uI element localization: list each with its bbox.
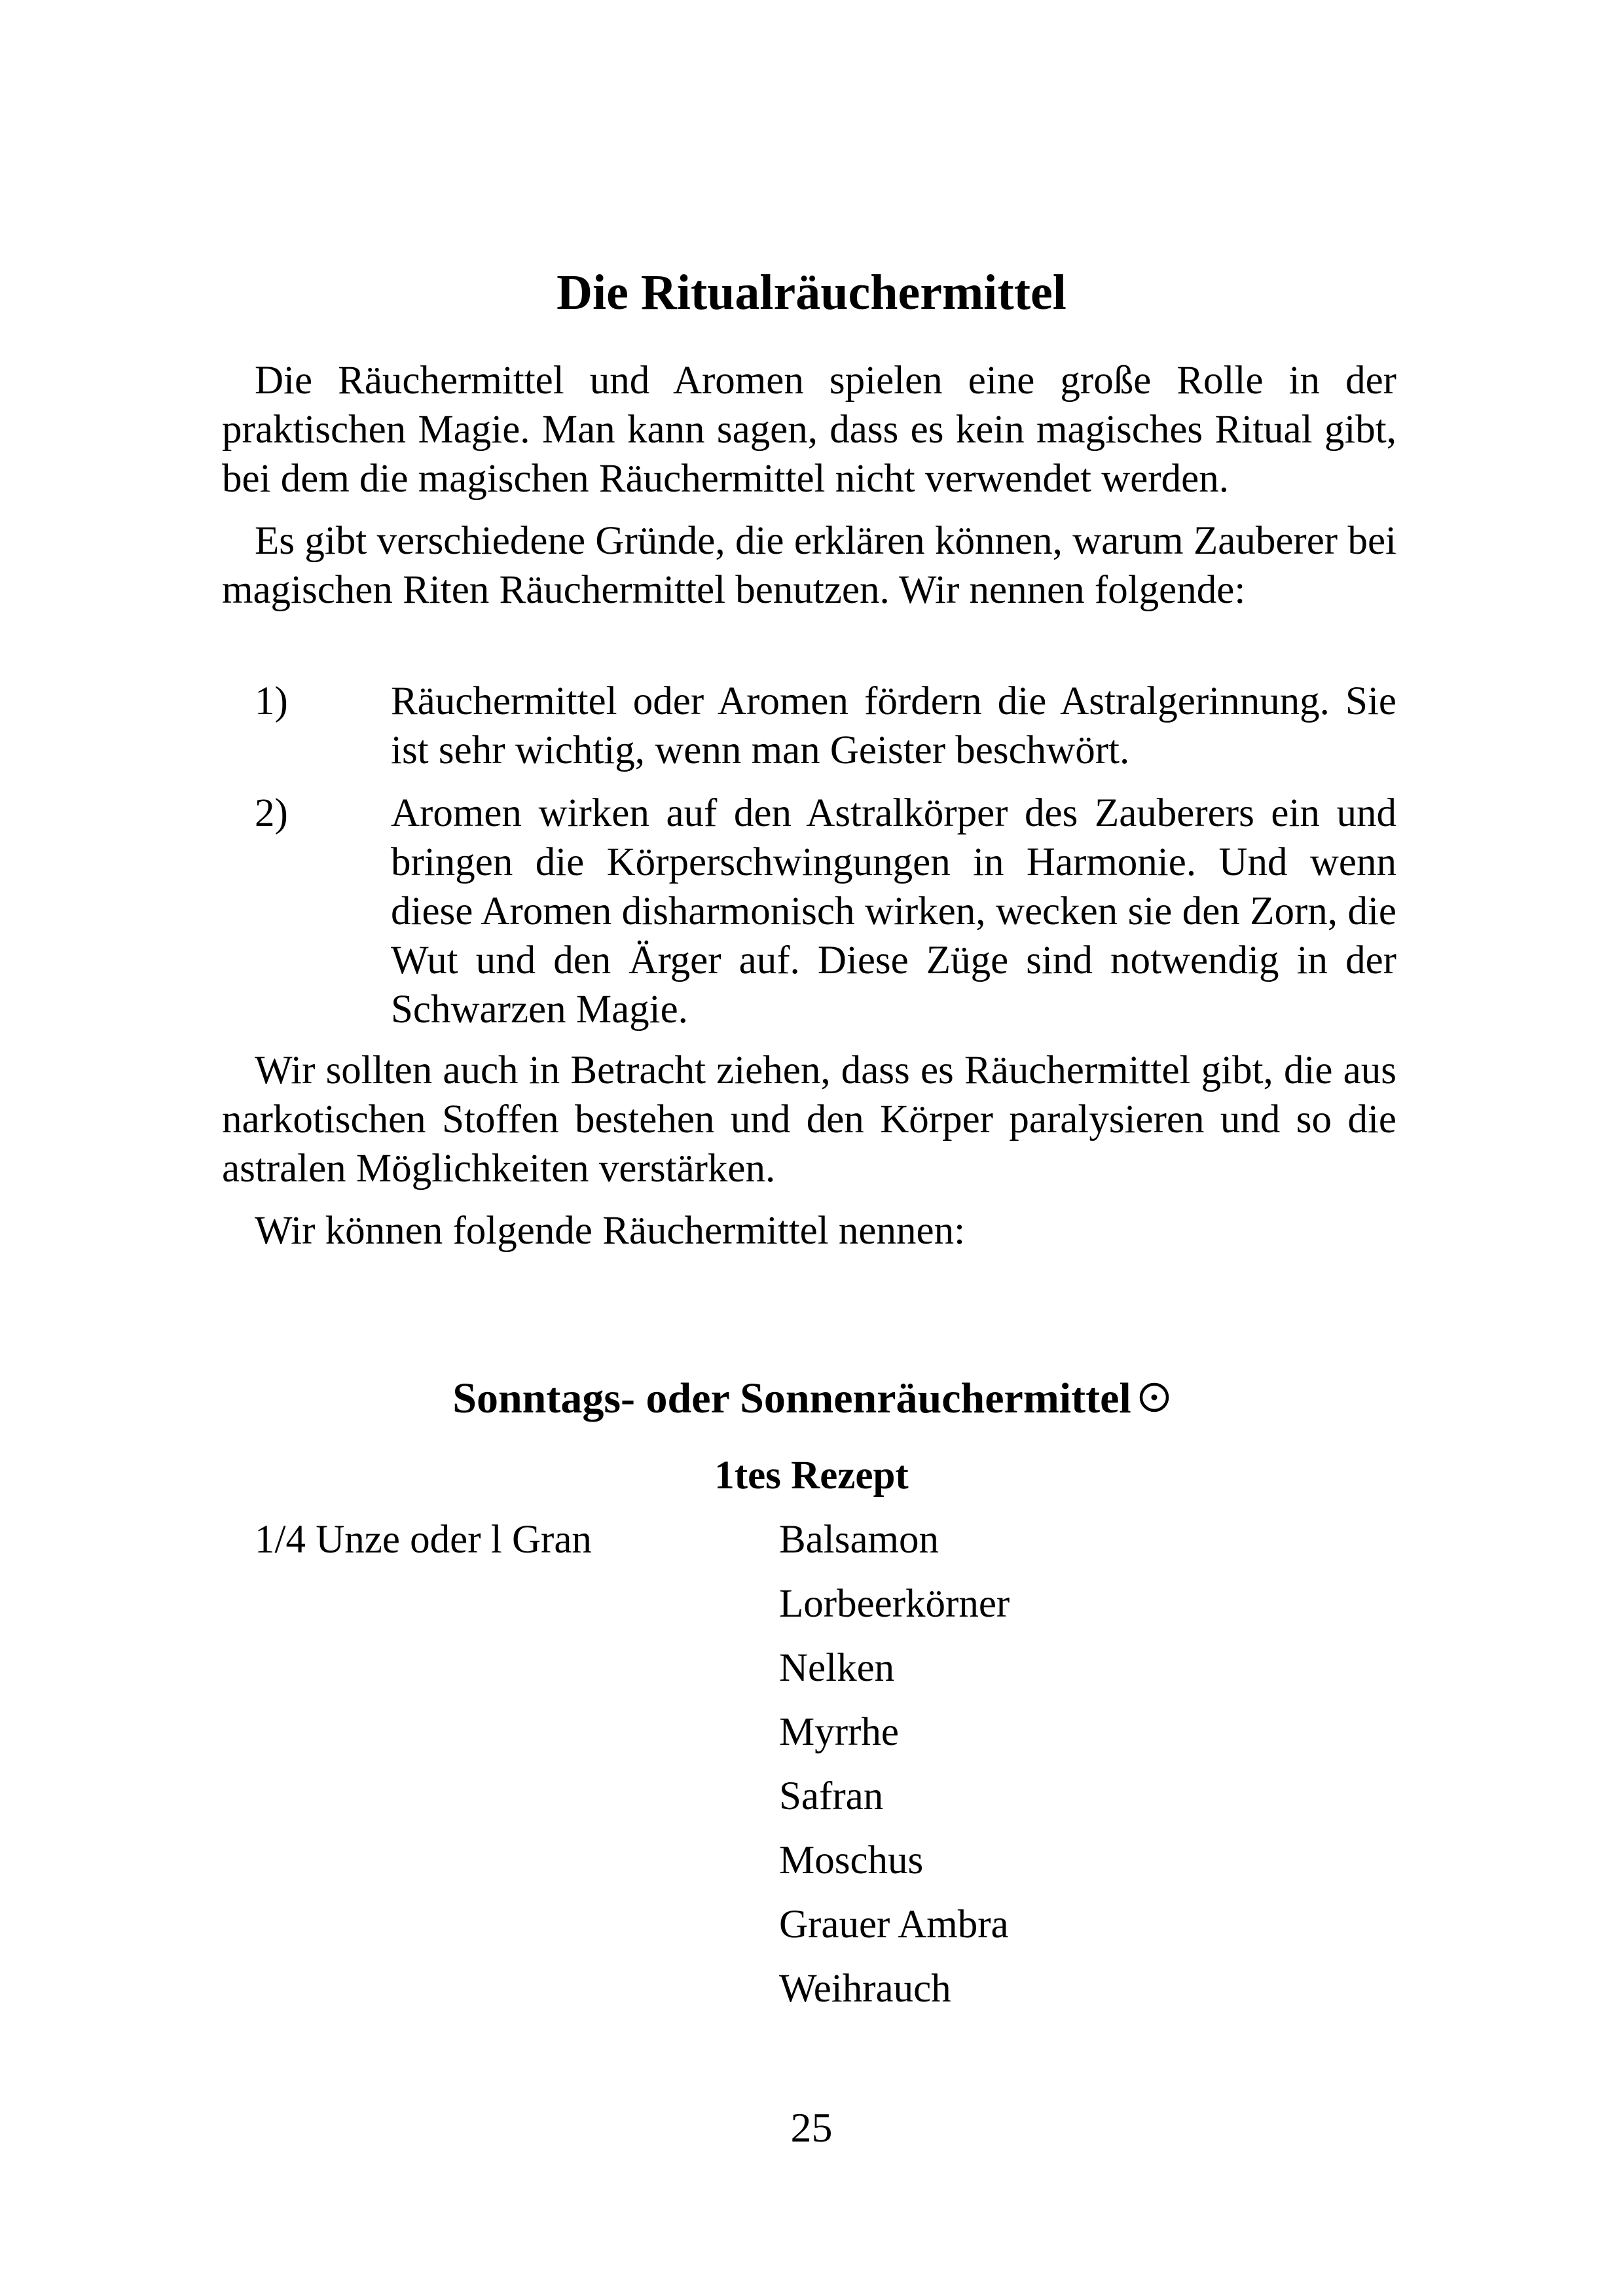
- list-text-1: Räuchermittel oder Aromen fördern die Astralgerinnung. Sie ist sehr wichtig, wenn man Geister beschwört.: [391, 679, 1396, 772]
- sun-symbol-icon: [1138, 1374, 1171, 1426]
- section-title: [0, 1372, 1623, 1426]
- paragraph-1: Die Räuchermittel und Aromen spielen eine große Rolle in der praktischen Magie. Man kann sagen, dass es kein magisches Ritual gibt, bei dem die magischen Räuchermittel nicht verwendet werden.: [222, 359, 1396, 501]
- ingredient-item: Weihrauch: [779, 1967, 951, 2011]
- ingredient-item: Moschus: [779, 1839, 924, 1882]
- paragraph-2: Es gibt verschiedene Gründe, die erklären können, warum Zauberer bei magischen Riten Räuchermittel benutzen. Wir nennen folgende:: [222, 519, 1396, 612]
- ingredient-item: Lorbeerkörner: [779, 1582, 1010, 1626]
- ingredient-item: Grauer Ambra: [779, 1903, 1009, 1946]
- list-number-2: 2): [255, 791, 288, 835]
- paragraph-4: Wir können folgende Räuchermittel nennen:: [255, 1209, 966, 1253]
- page-number: 25: [790, 2104, 833, 2151]
- page-title: Die Ritualräuchermittel: [556, 265, 1067, 320]
- ingredient-item: Myrrhe: [779, 1710, 899, 1754]
- paragraph-3: Wir sollten auch in Betracht ziehen, dass es Räuchermittel gibt, die aus narkotischen Stoffen bestehen und den Körper paralysieren und so die astralen Möglichkeiten verstärken.: [222, 1049, 1396, 1191]
- list-number-1: 1): [255, 679, 288, 723]
- list-text-2: Aromen wirken auf den Astralkörper des Zauberers ein und bringen die Körperschwingungen in Harmonie. Und wenn diese Aromen disharmonisch wirken, wecken sie den Zorn, die Wut und den Ärger auf. Diese Züge sind notwendig in der Schwarzen Magie.: [391, 791, 1396, 1031]
- ingredient-list: [779, 1515, 1010, 2028]
- section-title-text: Sonntags- oder Sonnenräuchermittel: [452, 1374, 1131, 1422]
- ingredient-item: Safran: [779, 1774, 884, 1818]
- recipe-amount: 1/4 Unze oder l Gran: [255, 1518, 592, 1562]
- ingredient-item: Nelken: [779, 1646, 895, 1690]
- recipe-title: 1tes Rezept: [714, 1454, 909, 1498]
- ingredient-item: Balsamon: [779, 1518, 939, 1562]
